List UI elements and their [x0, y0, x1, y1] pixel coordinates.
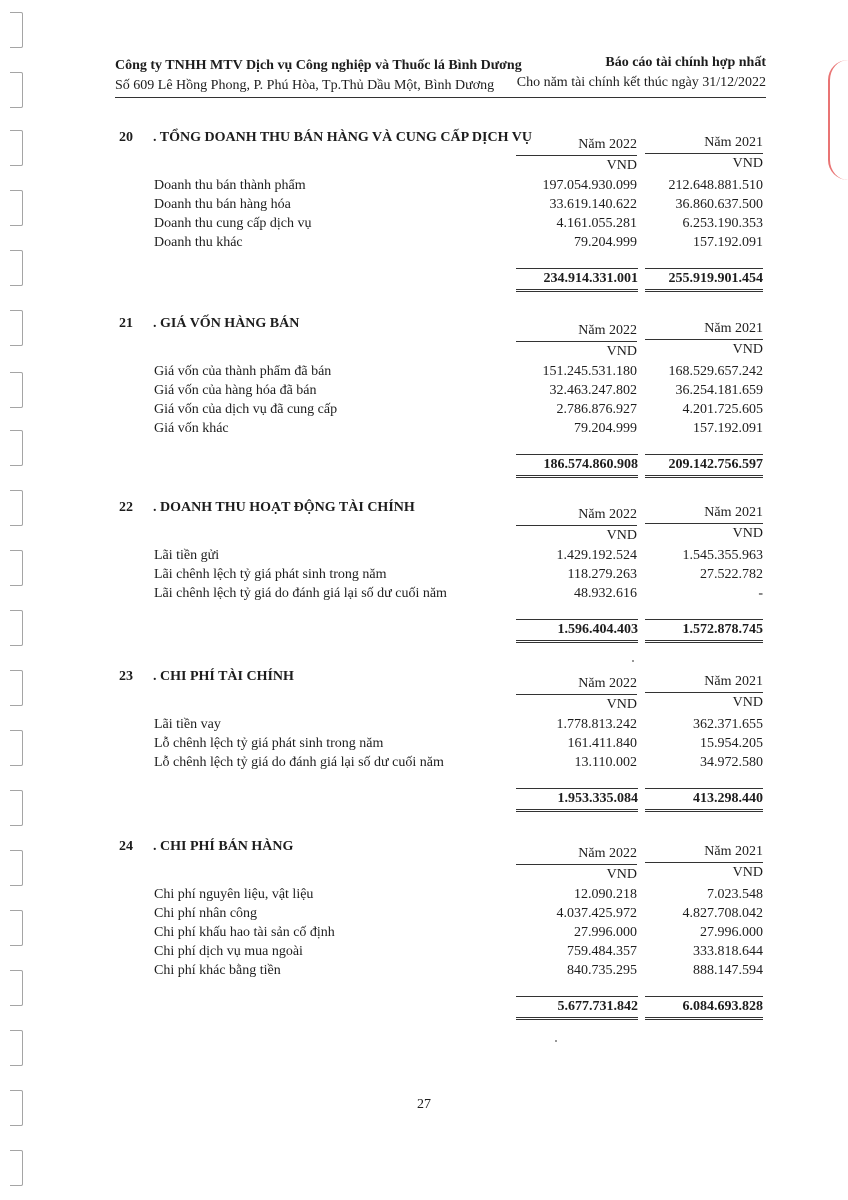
value-2022: 1.429.192.524 [556, 548, 637, 563]
column-year: Năm 2021 [645, 320, 763, 340]
value-2021: 36.254.181.659 [675, 383, 763, 398]
column-header-2021 [645, 134, 763, 173]
section-heading: . CHI PHÍ TÀI CHÍNH [153, 669, 294, 684]
table-row [0, 195, 848, 214]
binder-ring [10, 72, 23, 108]
total-2021: 6.084.693.828 [645, 996, 763, 1020]
value-2021: 333.818.644 [693, 944, 763, 959]
value-2022: 4.037.425.972 [556, 906, 637, 921]
value-2021: 157.192.091 [693, 421, 763, 436]
column-unit: VND [606, 867, 637, 882]
table-row [0, 734, 848, 753]
column-header-2021 [645, 320, 763, 359]
table-row [0, 904, 848, 923]
section-title [119, 839, 293, 855]
value-2021: 7.023.548 [707, 887, 763, 902]
value-2021: 1.545.355.963 [682, 548, 763, 563]
value-2022: 118.279.263 [567, 567, 637, 582]
value-2021: 888.147.594 [693, 963, 763, 978]
value-2021: 4.827.708.042 [682, 906, 763, 921]
total-2021: 255.919.901.454 [645, 268, 763, 292]
column-year: Năm 2021 [645, 504, 763, 524]
row-label: Lỗ chênh lệch tỷ giá do đánh giá lại số dư cuối năm [154, 755, 444, 770]
value-2022: 12.090.218 [574, 887, 637, 902]
row-label: Chi phí khác bằng tiền [154, 963, 281, 978]
table-row [0, 961, 848, 980]
column-unit: VND [606, 158, 637, 173]
section-number: 22 [119, 500, 133, 515]
value-2021: 15.954.205 [700, 736, 763, 751]
section-total-row [0, 454, 848, 476]
section-rows [0, 546, 848, 603]
row-label: Doanh thu khác [154, 235, 243, 250]
value-2021: 36.860.637.500 [675, 197, 763, 212]
column-header-2021 [645, 673, 763, 712]
table-row [0, 214, 848, 233]
value-2022: 79.204.999 [574, 421, 637, 436]
column-year: Năm 2022 [516, 506, 637, 526]
total-2021: 1.572.878.745 [645, 619, 763, 643]
document-header-right [517, 53, 766, 93]
row-label: Lãi tiền vay [154, 717, 221, 732]
total-2021: 413.298.440 [645, 788, 763, 812]
row-label: Lãi tiền gửi [154, 548, 220, 563]
table-row [0, 942, 848, 961]
column-header-2022 [516, 322, 637, 361]
column-header-2022 [516, 675, 637, 714]
binder-ring [10, 850, 23, 886]
company-name: Công ty TNHH MTV Dịch vụ Công nghiệp và Thuốc lá Bình Dương [115, 58, 522, 73]
row-label: Lãi chênh lệch tỷ giá phát sinh trong năm [154, 567, 387, 582]
row-label: Chi phí nhân công [154, 906, 258, 921]
section-rows [0, 715, 848, 772]
row-label: Giá vốn của dịch vụ đã cung cấp [154, 402, 338, 417]
value-2021: 27.522.782 [700, 567, 763, 582]
page-number: 27 [417, 1097, 431, 1112]
section-heading: . CHI PHÍ BÁN HÀNG [153, 839, 294, 854]
value-2022: 1.778.813.242 [556, 717, 637, 732]
total-2022: 234.914.331.001 [516, 268, 638, 292]
table-row [0, 923, 848, 942]
section-total-row [0, 996, 848, 1018]
binder-ring [10, 310, 23, 346]
total-2022: 186.574.860.908 [516, 454, 638, 478]
scan-speck [555, 1040, 557, 1042]
column-header-2021 [645, 843, 763, 882]
value-2021: 168.529.657.242 [668, 364, 763, 379]
section-rows [0, 885, 848, 980]
section-title [119, 500, 415, 516]
column-unit: VND [732, 342, 763, 357]
column-header-2021 [645, 504, 763, 543]
total-2022: 1.953.335.084 [516, 788, 638, 812]
table-row [0, 176, 848, 195]
table-row [0, 362, 848, 381]
total-2022: 5.677.731.842 [516, 996, 638, 1020]
row-label: Chi phí nguyên liệu, vật liệu [154, 887, 314, 902]
row-label: Giá vốn khác [154, 421, 229, 436]
value-2022: 79.204.999 [574, 235, 637, 250]
row-label: Lãi chênh lệch tỷ giá do đánh giá lại số dư cuối năm [154, 586, 447, 601]
table-row [0, 753, 848, 772]
value-2021: 27.996.000 [700, 925, 763, 940]
table-row [0, 715, 848, 734]
value-2021: 4.201.725.605 [682, 402, 763, 417]
table-row [0, 885, 848, 904]
document-header-left [115, 56, 522, 96]
section-title [119, 130, 532, 146]
column-year: Năm 2021 [645, 134, 763, 154]
column-year: Năm 2022 [516, 322, 637, 342]
report-period: Cho năm tài chính kết thúc ngày 31/12/2022 [516, 75, 766, 90]
row-label: Chi phí khấu hao tài sản cố định [154, 925, 335, 940]
table-row [0, 233, 848, 252]
column-unit: VND [732, 526, 763, 541]
column-unit: VND [606, 528, 637, 543]
section-number: 21 [119, 316, 133, 331]
binder-ring [10, 12, 23, 48]
column-unit: VND [732, 695, 763, 710]
total-2021: 209.142.756.597 [645, 454, 763, 478]
column-header-2022 [516, 845, 637, 884]
value-2021: 362.371.655 [693, 717, 763, 732]
value-2022: 840.735.295 [567, 963, 637, 978]
section-rows [0, 362, 848, 438]
section-total-row [0, 268, 848, 290]
value-2021: - [758, 586, 763, 601]
table-row [0, 546, 848, 565]
binder-ring [10, 670, 23, 706]
value-2022: 27.996.000 [574, 925, 637, 940]
value-2021: 212.648.881.510 [668, 178, 763, 193]
stamp-edge [828, 60, 848, 180]
binder-ring [10, 1030, 23, 1066]
row-label: Doanh thu cung cấp dịch vụ [154, 216, 312, 231]
column-year: Năm 2022 [516, 136, 637, 156]
value-2022: 151.245.531.180 [542, 364, 637, 379]
row-label: Giá vốn của hàng hóa đã bán [154, 383, 317, 398]
value-2022: 32.463.247.802 [549, 383, 637, 398]
value-2022: 4.161.055.281 [556, 216, 637, 231]
section-title [119, 669, 294, 685]
value-2022: 197.054.930.099 [542, 178, 637, 193]
company-address: Số 609 Lê Hồng Phong, P. Phú Hòa, Tp.Thủ Dầu Một, Bình Dương [115, 78, 495, 93]
column-year: Năm 2021 [645, 673, 763, 693]
binder-ring [10, 490, 23, 526]
value-2021: 34.972.580 [700, 755, 763, 770]
value-2021: 6.253.190.353 [682, 216, 763, 231]
row-label: Doanh thu bán hàng hóa [154, 197, 291, 212]
column-unit: VND [606, 697, 637, 712]
table-row [0, 565, 848, 584]
row-label: Doanh thu bán thành phẩm [154, 178, 306, 193]
value-2022: 161.411.840 [567, 736, 637, 751]
row-label: Lỗ chênh lệch tỷ giá phát sinh trong năm [154, 736, 384, 751]
total-2022: 1.596.404.403 [516, 619, 638, 643]
column-unit: VND [732, 156, 763, 171]
section-number: 24 [119, 839, 133, 854]
value-2021: 157.192.091 [693, 235, 763, 250]
section-heading: . GIÁ VỐN HÀNG BÁN [153, 316, 300, 331]
column-year: Năm 2022 [516, 675, 637, 695]
row-label: Chi phí dịch vụ mua ngoài [154, 944, 303, 959]
header-rule [115, 97, 766, 98]
scan-speck [632, 660, 634, 662]
value-2022: 2.786.876.927 [556, 402, 637, 417]
column-header-2022 [516, 136, 637, 175]
table-row [0, 419, 848, 438]
section-total-row [0, 788, 848, 810]
section-heading: . TỔNG DOANH THU BÁN HÀNG VÀ CUNG CẤP DỊCH VỤ [153, 130, 532, 145]
value-2022: 33.619.140.622 [549, 197, 637, 212]
section-heading: . DOANH THU HOẠT ĐỘNG TÀI CHÍNH [153, 500, 415, 515]
column-unit: VND [732, 865, 763, 880]
table-row [0, 400, 848, 419]
binder-ring [10, 130, 23, 166]
column-header-2022 [516, 506, 637, 545]
section-total-row [0, 619, 848, 641]
section-title [119, 316, 299, 332]
report-title: Báo cáo tài chính hợp nhất [605, 55, 766, 70]
value-2022: 13.110.002 [574, 755, 637, 770]
binder-ring [10, 1150, 23, 1186]
column-year: Năm 2021 [645, 843, 763, 863]
section-rows [0, 176, 848, 252]
value-2022: 48.932.616 [574, 586, 637, 601]
table-row [0, 381, 848, 400]
column-year: Năm 2022 [516, 845, 637, 865]
section-number: 20 [119, 130, 133, 145]
section-number: 23 [119, 669, 133, 684]
value-2022: 759.484.357 [567, 944, 637, 959]
row-label: Giá vốn của thành phẩm đã bán [154, 364, 332, 379]
table-row [0, 584, 848, 603]
column-unit: VND [606, 344, 637, 359]
